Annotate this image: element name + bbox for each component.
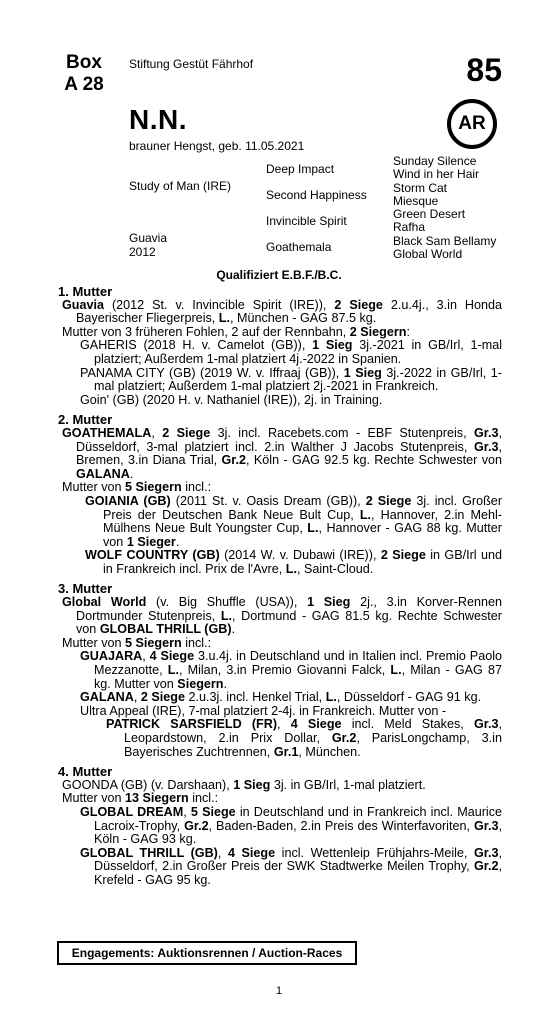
produce-entry: Goin' (GB) (2020 H. v. Nathaniel (IRE)), 2j. in Training. bbox=[80, 392, 383, 407]
dam-entry: GOATHEMALA, 2 Siege 3j. incl. Racebets.com - EBF Stutenpreis, Gr.3, Düsseldorf, 3-mal platziert incl. 2.in Walther J Jacobs Stutenpreis, Gr.3, Bremen, 3.in Diana Trial, Gr.2, Köln - GAG 92.5 kg. Rechte Schwester von GALANA. bbox=[62, 425, 503, 481]
section-heading-4: 4. Mutter bbox=[58, 764, 113, 780]
consignor: Stiftung Gestüt Fährhof bbox=[129, 57, 254, 71]
section-heading-2: 2. Mutter bbox=[58, 412, 113, 428]
dam-produce-intro: Mutter von 13 Siegern incl.: bbox=[62, 791, 219, 806]
pedigree-dam-sire: Invincible Spirit bbox=[266, 214, 347, 228]
engagements-box: Engagements: Auktionsrennen / Auction-Races bbox=[57, 941, 357, 965]
pedigree-sire-sire: Deep Impact bbox=[266, 162, 335, 176]
horse-name: N.N. bbox=[129, 104, 187, 135]
produce-entry: Ultra Appeal (IRE), 7-mal platziert 2-4j. in Frankreich. Mutter von - bbox=[80, 703, 447, 718]
produce-entry: GALANA, 2 Siege 2.u.3j. incl. Henkel Trial, L., Düsseldorf - GAG 91 kg. bbox=[80, 690, 482, 705]
box-number: A 28 bbox=[64, 74, 104, 95]
box-label bbox=[64, 52, 104, 96]
box-label-text: Box bbox=[66, 52, 102, 73]
produce-entry: GAHERIS (2018 H. v. Camelot (GB)), 1 Sieg 3j.-2021 in GB/Irl, 1-mal platziert; Außerdem 1-mal platziert 4j.-2022 in Spanien. bbox=[80, 338, 503, 366]
pedigree-gen3-6: Rafha bbox=[393, 220, 426, 234]
dam-entry: Guavia (2012 St. v. Invincible Spirit (IRE)), 2 Siege 2.u.4j., 3.in Honda Bayerischer Fliegerpreis, L., München - GAG 87.5 kg. bbox=[62, 297, 503, 326]
dam-produce-intro: Mutter von 5 Siegern incl.: bbox=[62, 480, 212, 495]
produce-entry: GUAJARA, 4 Siege 3.u.4j. in Deutschland und in Italien incl. Premio Paolo Mezzanotte, L., Milan, 3.in Premio Giovanni Falck, L., Milan - GAG 87 kg. Mutter von Siegern. bbox=[80, 649, 503, 691]
pedigree-gen3-1: Sunday Silence bbox=[393, 154, 477, 168]
pedigree-dam-year: 2012 bbox=[129, 245, 156, 259]
pedigree-dam-dam: Goathemala bbox=[266, 240, 332, 254]
dam-entry: GOONDA (GB) (v. Darshaan), 1 Sieg 3j. in GB/Irl, 1-mal platziert. bbox=[62, 777, 426, 792]
ar-badge: AR bbox=[447, 99, 497, 149]
qualification: Qualifiziert E.B.F./B.C. bbox=[216, 268, 342, 282]
pedigree-sire-dam: Second Happiness bbox=[266, 188, 367, 202]
dam-produce-intro: Mutter von 3 früheren Fohlen, 2 auf der Rennbahn, 2 Siegern: bbox=[62, 324, 410, 339]
produce-entry: PATRICK SARSFIELD (FR), 4 Siege incl. Meld Stakes, Gr.3, Leopardstown, 2.in Prix Dollar, Gr.2, ParisLongchamp, 3.in Bayerisches Zuchtrennen, Gr.1, München. bbox=[106, 717, 502, 759]
pedigree-gen3-4: Miesque bbox=[393, 194, 439, 208]
pedigree-dam: Guavia bbox=[129, 231, 168, 245]
section-heading-3: 3. Mutter bbox=[58, 581, 113, 597]
section-heading-1: 1. Mutter bbox=[58, 284, 113, 299]
produce-entry: GOIANIA (GB) (2011 St. v. Oasis Dream (GB)), 2 Siege 3j. incl. Großer Preis der Deutschen Bank Neue Bult Cup, L., Hannover, 2.in Mehl-Mülhens Neue Bult Youngster Cup, L., Hannover - GAG 88 kg. Mutter von 1 Sieger. bbox=[85, 493, 503, 549]
pedigree-gen3-2: Wind in her Hair bbox=[393, 167, 480, 181]
pedigree-sire: Study of Man (IRE) bbox=[129, 179, 232, 193]
pedigree-gen3-5: Green Desert bbox=[393, 207, 466, 221]
pedigree-gen3-8: Global World bbox=[393, 247, 463, 261]
produce-entry: GLOBAL THRILL (GB), 4 Siege incl. Wettenleip Frühjahrs-Meile, Gr.3, Düsseldorf, 2.in Großer Preis der SWK Stadtwerke Meilen Trophy, Gr.2, Krefeld - GAG 95 kg. bbox=[80, 845, 502, 887]
horse-description: brauner Hengst, geb. 11.05.2021 bbox=[129, 139, 305, 153]
dam-produce-intro: Mutter von 5 Siegern incl.: bbox=[62, 635, 212, 650]
catalogue-body bbox=[58, 285, 502, 888]
dam-entry: Global World (v. Big Shuffle (USA)), 1 Sieg 2j., 3.in Korver-Rennen Dortmunder Stutenpreis, L., Dortmund - GAG 81.5 kg. Rechte Schwester von GLOBAL THRILL (GB). bbox=[62, 595, 502, 637]
produce-entry: GLOBAL DREAM, 5 Siege in Deutschland und in Frankreich incl. Maurice Lacroix-Trophy, Gr.2, Baden-Baden, 2.in Preis des Winterfavoriten, Gr.3, Köln - GAG 93 kg. bbox=[80, 804, 502, 847]
produce-entry: WOLF COUNTRY (GB) (2014 W. v. Dubawi (IRE)), 2 Siege in GB/Irl und in Frankreich incl. Prix de l'Avre, L., Saint-Cloud. bbox=[85, 548, 502, 576]
pedigree-gen3-7: Black Sam Bellamy bbox=[393, 234, 497, 248]
pedigree-gen3-3: Storm Cat bbox=[393, 181, 448, 195]
page-number: 1 bbox=[275, 985, 283, 997]
produce-entry: PANAMA CITY (GB) (2019 W. v. Iffraaj (GB)), 1 Sieg 3j.-2022 in GB/Irl, 1-mal platziert; Außerdem 1-mal platziert 2j.-2021 in Frankreich. bbox=[80, 365, 502, 394]
lot-number: 85 bbox=[466, 52, 502, 88]
